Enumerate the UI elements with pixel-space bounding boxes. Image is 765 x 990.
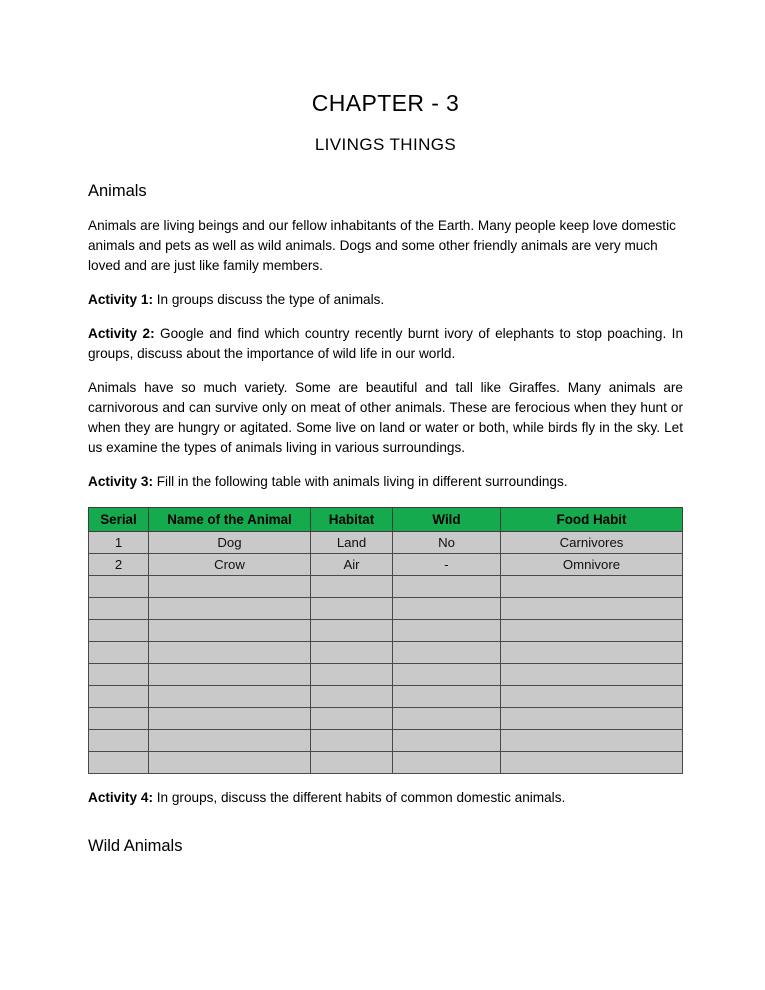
table-cell-name[interactable]: [149, 752, 311, 774]
table-cell-food-habit[interactable]: [501, 620, 683, 642]
animals-table-head: [89, 508, 683, 532]
table-cell-wild[interactable]: [393, 708, 501, 730]
table-cell-wild[interactable]: [393, 620, 501, 642]
table-cell-name[interactable]: Crow: [149, 554, 311, 576]
table-cell-name[interactable]: [149, 576, 311, 598]
table-cell-name[interactable]: [149, 642, 311, 664]
table-cell-habitat[interactable]: [311, 620, 393, 642]
activity-3: [88, 458, 683, 492]
table-row[interactable]: [89, 554, 683, 576]
table-header-name: Name of the Animal: [149, 508, 311, 532]
table-cell-name[interactable]: [149, 730, 311, 752]
table-cell-food-habit[interactable]: [501, 664, 683, 686]
table-header-wild: Wild: [393, 508, 501, 532]
table-cell-habitat[interactable]: [311, 686, 393, 708]
table-cell-habitat[interactable]: [311, 730, 393, 752]
activity-1: [88, 276, 683, 310]
activity-1-label: Activity 1:: [88, 292, 153, 308]
table-cell-serial[interactable]: 1: [89, 532, 149, 554]
table-cell-name[interactable]: Dog: [149, 532, 311, 554]
table-cell-name[interactable]: [149, 686, 311, 708]
animals-table-wrapper: [88, 492, 683, 774]
table-cell-food-habit[interactable]: [501, 576, 683, 598]
paragraph-intro: Animals are living beings and our fellow inhabitants of the Earth. Many people keep love domestic animals and pets as well as wild animals. Dogs and some other friendly animals are very much loved and are just like family members.: [88, 218, 676, 274]
table-cell-name[interactable]: [149, 708, 311, 730]
table-cell-habitat[interactable]: [311, 576, 393, 598]
table-header-serial: Serial: [89, 508, 149, 532]
table-cell-habitat[interactable]: [311, 642, 393, 664]
table-cell-wild[interactable]: [393, 730, 501, 752]
activity-4-label: Activity 4:: [88, 790, 153, 806]
table-row[interactable]: [89, 532, 683, 554]
table-cell-serial[interactable]: [89, 664, 149, 686]
table-cell-habitat[interactable]: Air: [311, 554, 393, 576]
activity-3-text: Fill in the following table with animals living in different surroundings.: [152, 474, 568, 490]
table-row[interactable]: [89, 730, 683, 752]
table-cell-serial[interactable]: 2: [89, 554, 149, 576]
table-cell-habitat[interactable]: [311, 752, 393, 774]
activity-3-label: Activity 3:: [88, 474, 153, 490]
activity-1-text: In groups discuss the type of animals.: [152, 292, 385, 308]
table-cell-serial[interactable]: [89, 686, 149, 708]
table-cell-serial[interactable]: [89, 620, 149, 642]
table-cell-wild[interactable]: [393, 642, 501, 664]
activity-2-label: Activity 2:: [88, 326, 155, 342]
table-cell-food-habit[interactable]: Omnivore: [501, 554, 683, 576]
table-row[interactable]: [89, 686, 683, 708]
table-cell-habitat[interactable]: [311, 708, 393, 730]
table-row[interactable]: [89, 642, 683, 664]
table-cell-serial[interactable]: [89, 708, 149, 730]
activity-4-text: In groups, discuss the different habits of common domestic animals.: [152, 790, 566, 806]
table-cell-food-habit[interactable]: [501, 686, 683, 708]
table-row[interactable]: [89, 620, 683, 642]
table-cell-serial[interactable]: [89, 642, 149, 664]
table-cell-wild[interactable]: -: [393, 554, 501, 576]
table-cell-wild[interactable]: [393, 664, 501, 686]
animals-table-body: [89, 532, 683, 774]
table-cell-wild[interactable]: No: [393, 532, 501, 554]
table-cell-food-habit[interactable]: [501, 598, 683, 620]
table-cell-food-habit[interactable]: [501, 708, 683, 730]
table-row[interactable]: [89, 708, 683, 730]
table-cell-food-habit[interactable]: [501, 730, 683, 752]
table-row[interactable]: [89, 576, 683, 598]
table-cell-wild[interactable]: [393, 598, 501, 620]
table-cell-serial[interactable]: [89, 598, 149, 620]
table-cell-name[interactable]: [149, 598, 311, 620]
section-heading-animals: Animals: [88, 181, 147, 200]
table-cell-serial[interactable]: [89, 730, 149, 752]
paragraph-variety: Animals have so much variety. Some are beautiful and tall like Giraffes. Many animals are carnivorous and can survive only on meat of other animals. These are ferocious when they hunt or when they are hungry or agitated. Some live on land or water or both, while birds fly in the sky. Let us examine the types of animals living in various surroundings.: [88, 380, 683, 456]
table-cell-food-habit[interactable]: [501, 752, 683, 774]
table-header-row: [89, 508, 683, 532]
table-row[interactable]: [89, 598, 683, 620]
table-header-habitat: Habitat: [311, 508, 393, 532]
table-row[interactable]: [89, 752, 683, 774]
table-cell-food-habit[interactable]: [501, 642, 683, 664]
table-cell-name[interactable]: [149, 620, 311, 642]
table-cell-habitat[interactable]: Land: [311, 532, 393, 554]
table-cell-name[interactable]: [149, 664, 311, 686]
table-header-food-habit: Food Habit: [501, 508, 683, 532]
activity-2: [88, 310, 683, 364]
table-cell-wild[interactable]: [393, 752, 501, 774]
table-cell-wild[interactable]: [393, 686, 501, 708]
animals-table[interactable]: [88, 507, 683, 774]
chapter-title: CHAPTER - 3: [311, 90, 460, 116]
table-cell-serial[interactable]: [89, 576, 149, 598]
table-cell-habitat[interactable]: [311, 664, 393, 686]
page-content: [88, 0, 683, 857]
table-cell-serial[interactable]: [89, 752, 149, 774]
activity-2-text: Google and find which country recently burnt ivory of elephants to stop poaching. In groups, discuss about the importance of wild life in our world.: [88, 326, 683, 362]
table-row[interactable]: [89, 664, 683, 686]
table-cell-wild[interactable]: [393, 576, 501, 598]
table-cell-food-habit[interactable]: Carnivores: [501, 532, 683, 554]
table-cell-habitat[interactable]: [311, 598, 393, 620]
section-heading-wild-animals: Wild Animals: [88, 837, 183, 856]
chapter-subtitle: LIVINGS THINGS: [314, 134, 457, 154]
activity-4: [88, 774, 683, 808]
